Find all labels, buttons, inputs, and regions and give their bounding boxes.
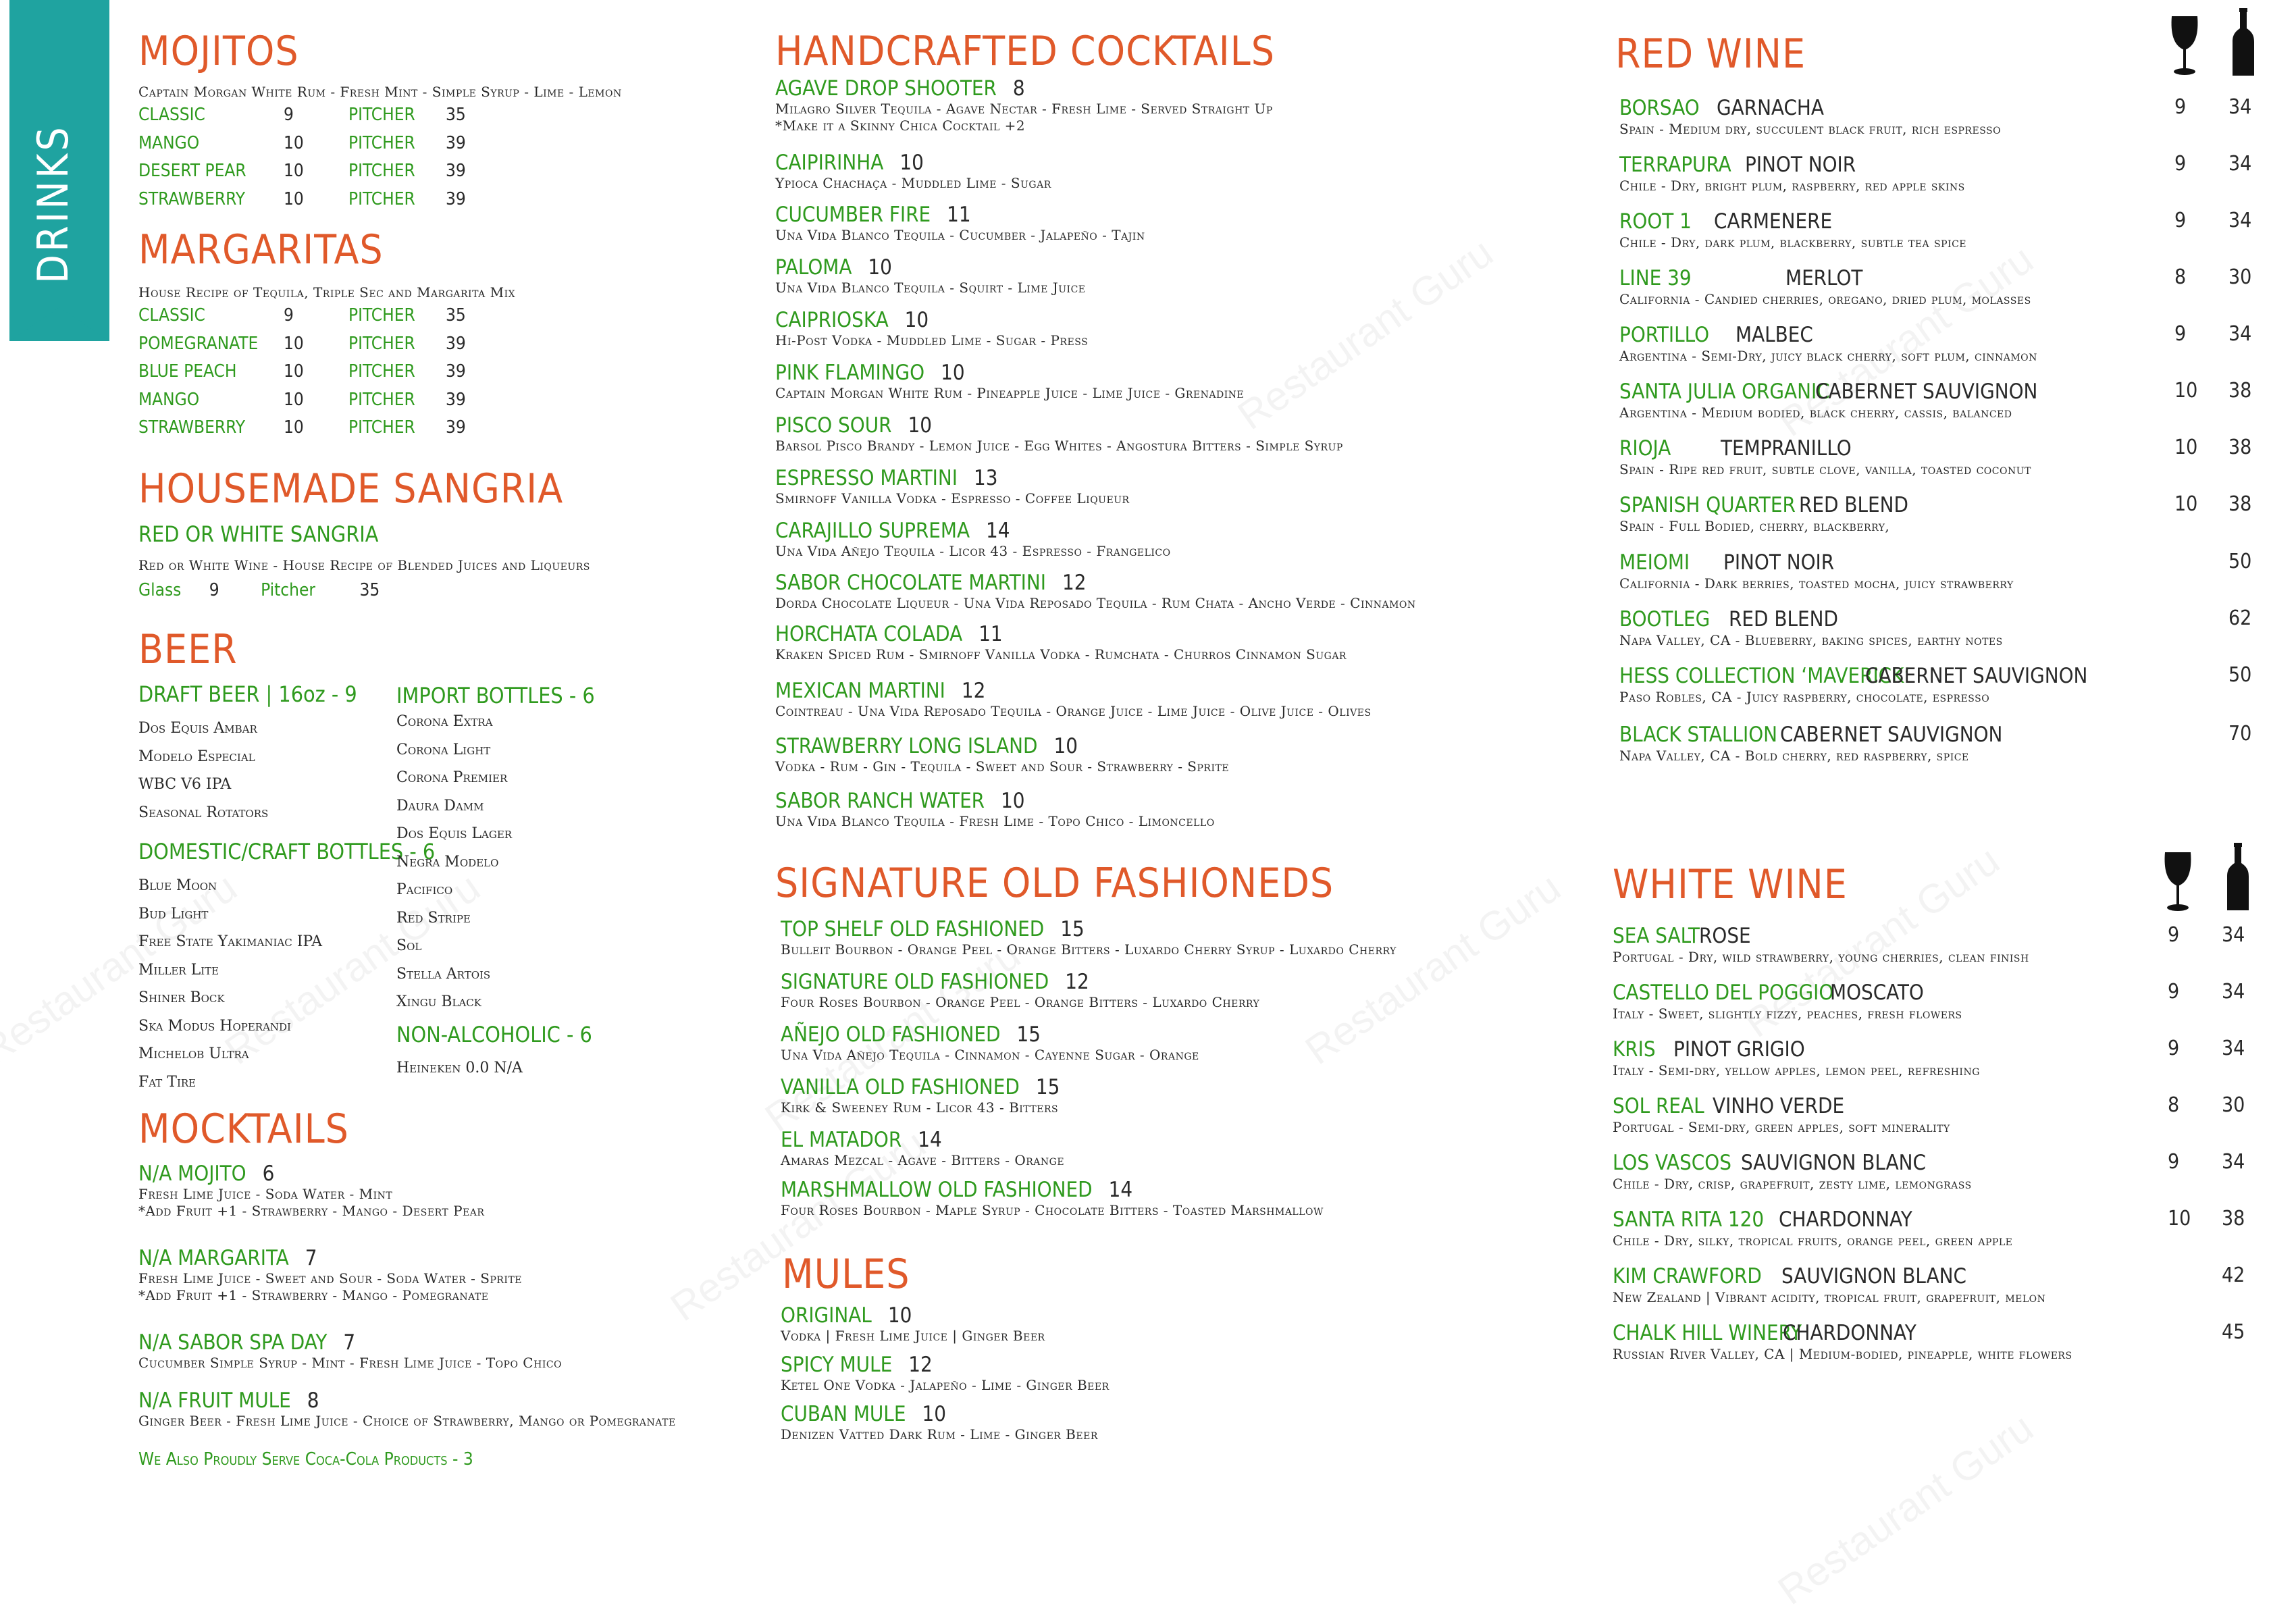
list-item: Xingu Black	[396, 993, 481, 1010]
wine-description: Spain - Medium dry, succulent black fruit, rich espresso	[1619, 121, 2002, 137]
menu-item-price: 10	[908, 413, 932, 438]
pitcher-price: 39	[446, 188, 466, 209]
pitcher-label: PITCHER	[348, 417, 415, 438]
menu-item-price: 10	[868, 255, 892, 280]
wine-description: Portugal - Semi-dry, green apples, soft minerality	[1613, 1119, 1950, 1135]
wine-glass-price: 9	[2168, 1037, 2180, 1060]
wine-description: Chile - Dry, dark plum, blackberry, subtle tea spice	[1619, 234, 1966, 251]
wine-grape: RED BLEND	[1799, 493, 1908, 517]
menu-item-name: SPICY MULE	[781, 1353, 893, 1377]
wine-grape: SAUVIGNON BLANC	[1781, 1264, 1966, 1288]
wine-bottle-price: 45	[2222, 1320, 2245, 1344]
wine-description: Russian River Valley, CA | Medium-bodied, pineapple, white flowers	[1613, 1346, 2072, 1362]
menu-item-description: Dorda Chocolate Liqueur - Una Vida Reposado Tequila - Rum Chata - Ancho Verde - Cinnamon	[775, 595, 1416, 611]
pitcher-price: 39	[446, 389, 466, 410]
list-item: Dos Equis Lager	[396, 825, 513, 842]
wine-grape: MALBEC	[1736, 323, 1813, 347]
import-bottles-list	[396, 708, 512, 1016]
menu-item-description: Barsol Pisco Brandy - Lemon Juice - Egg Whites - Angostura Bitters - Simple Syrup	[775, 438, 1343, 454]
sangria-pitcher-price: 35	[359, 580, 380, 600]
menu-item-description: *Make it a Skinny Chica Cocktail +2	[775, 118, 1026, 134]
drink-price: 10	[284, 417, 304, 438]
menu-item-name: VANILLA OLD FASHIONED	[781, 1075, 1020, 1099]
wine-glass-price: 9	[2168, 923, 2180, 947]
pitcher-label: PITCHER	[348, 361, 415, 382]
menu-item-name: SABOR CHOCOLATE MARTINI	[775, 571, 1046, 595]
list-item: Pacifico	[396, 881, 453, 898]
menu-item-name: SABOR RANCH WATER	[775, 789, 985, 813]
pitcher-label: PITCHER	[348, 333, 415, 354]
wine-grape: CABERNET SAUVIGNON	[1815, 380, 2038, 404]
menu-item-price: 11	[979, 622, 1003, 646]
wine-grape: CHARDONNAY	[1783, 1321, 1916, 1345]
red-wine-heading: RED WINE	[1615, 30, 1806, 78]
wine-glass-price: 8	[2174, 265, 2187, 289]
wine-grape: PINOT NOIR	[1723, 550, 1835, 575]
menu-item-name: ESPRESSO MARTINI	[775, 466, 958, 490]
menu-item-price: 12	[1065, 970, 1089, 994]
wine-name: MEIOMI	[1619, 550, 1690, 575]
drink-name: STRAWBERRY	[138, 188, 245, 209]
drink-name: POMEGRANATE	[138, 333, 259, 354]
wine-bottle-price: 38	[2222, 1207, 2245, 1230]
menu-item-name: N/A MOJITO	[138, 1162, 246, 1186]
wine-name: BLACK STALLION	[1619, 723, 1778, 747]
menu-item-description: Cointreau - Una Vida Reposado Tequila - Orange Juice - Lime Juice - Olive Juice - Olives	[775, 703, 1372, 719]
wine-bottle-price: 34	[2222, 1150, 2245, 1174]
wine-bottle-price: 34	[2228, 152, 2252, 176]
menu-item-price: 14	[986, 519, 1010, 543]
pitcher-price: 39	[446, 417, 466, 438]
wine-glass-icon	[2168, 14, 2201, 78]
wine-glass-price: 9	[2174, 209, 2187, 232]
wine-description: Spain - Ripe red fruit, subtle clove, vanilla, toasted coconut	[1619, 461, 2031, 477]
wine-name: BORSAO	[1619, 96, 1700, 120]
menu-item-description: Una Vida Blanco Tequila - Squirt - Lime Juice	[775, 280, 1086, 296]
menu-item-name: STRAWBERRY LONG ISLAND	[775, 734, 1038, 758]
drink-name: CLASSIC	[138, 105, 205, 125]
wine-bottle-price: 70	[2228, 722, 2252, 746]
wine-bottle-price: 50	[2228, 550, 2252, 573]
menu-item-price: 6	[262, 1162, 275, 1186]
drink-name: STRAWBERRY	[138, 417, 245, 438]
sangria-glass-price: 9	[209, 580, 219, 600]
wine-description: Argentina - Medium bodied, black cherry, cassis, balanced	[1619, 405, 2012, 421]
wine-grape: CABERNET SAUVIGNON	[1780, 723, 2003, 747]
coca-cola-note: We Also Proudly Serve Coca-Cola Products - 3	[138, 1449, 473, 1469]
pitcher-price: 39	[446, 333, 466, 354]
menu-item-price: 12	[908, 1353, 933, 1377]
list-item: Free State Yakimaniac IPA	[138, 933, 323, 950]
draft-beer-heading: DRAFT BEER | 16oz - 9	[138, 681, 357, 707]
menu-item-name: AÑEJO OLD FASHIONED	[781, 1022, 1001, 1047]
list-item: Blue Moon	[138, 877, 217, 894]
pitcher-label: PITCHER	[348, 161, 415, 181]
wine-description: Chile - Dry, silky, tropical fruits, orange peel, green apple	[1613, 1232, 2013, 1249]
pitcher-price: 39	[446, 161, 466, 181]
domestic-bottles-heading: DOMESTIC/CRAFT BOTTLES - 6	[138, 839, 436, 864]
menu-item-description: Fresh Lime Juice - Soda Water - Mint	[138, 1186, 393, 1202]
drink-price: 10	[284, 389, 304, 410]
wine-grape: VINHO VERDE	[1713, 1094, 1845, 1118]
wine-glass-price: 10	[2174, 436, 2198, 459]
wine-grape: TEMPRANILLO	[1721, 436, 1852, 461]
wine-bottle-price: 38	[2228, 379, 2252, 402]
wine-name: CASTELLO DEL POGGIO	[1613, 981, 1834, 1005]
sangria-subtitle: RED OR WHITE SANGRIA	[138, 521, 379, 547]
wine-name: KIM CRAWFORD	[1613, 1264, 1762, 1288]
menu-item-name: ORIGINAL	[781, 1303, 872, 1328]
wine-description: California - Candied cherries, oregano, dried plum, molasses	[1619, 291, 2031, 307]
menu-item-description: *Add Fruit +1 - Strawberry - Mango - Pomegranate	[138, 1287, 489, 1303]
sangria-heading: HOUSEMADE SANGRIA	[138, 465, 564, 513]
menu-item-description: Four Roses Bourbon - Orange Peel - Orange Bitters - Luxardo Cherry	[781, 994, 1260, 1010]
sangria-prices	[138, 580, 380, 600]
wine-bottle-price: 50	[2228, 663, 2252, 687]
wine-description: Paso Robles, CA - Juicy raspberry, chocolate, espresso	[1619, 689, 1990, 705]
menu-item-price: 14	[918, 1128, 942, 1152]
menu-item-name: PALOMA	[775, 255, 852, 280]
drink-price: 10	[284, 161, 304, 181]
wine-name: SANTA JULIA ORGANIC	[1619, 380, 1830, 404]
mocktails-heading: MOCKTAILS	[138, 1105, 349, 1153]
drink-name: CLASSIC	[138, 305, 205, 326]
wine-description: Napa Valley, CA - Bold cherry, red raspberry, spice	[1619, 748, 1969, 764]
menu-item-description: Una Vida Blanco Tequila - Cucumber - Jalapeño - Tajin	[775, 227, 1145, 243]
menu-item-price: 15	[1035, 1075, 1060, 1099]
menu-item-description: Vodka - Rum - Gin - Tequila - Sweet and Sour - Strawberry - Sprite	[775, 758, 1230, 775]
menu-item-description: Cucumber Simple Syrup - Mint - Fresh Lime Juice - Topo Chico	[138, 1355, 563, 1371]
pitcher-label: PITCHER	[348, 188, 415, 209]
menu-item-description: Smirnoff Vanilla Vodka - Espresso - Coffee Liqueur	[775, 490, 1130, 506]
list-item: Stella Artois	[396, 965, 491, 983]
wine-description: Spain - Full Bodied, cherry, blackberry,	[1619, 518, 1890, 534]
sangria-glass-label: Glass	[138, 580, 182, 600]
menu-item-price: 12	[961, 679, 986, 703]
menu-item-price: 10	[1001, 789, 1025, 813]
list-item: Ska Modus Hoperandi	[138, 1017, 291, 1035]
non-alcoholic-heading: NON-ALCOHOLIC - 6	[396, 1022, 592, 1047]
wine-bottle-price: 34	[2228, 322, 2252, 346]
menu-item-price: 8	[1012, 76, 1025, 101]
mojitos-description: Captain Morgan White Rum - Fresh Mint - Simple Syrup - Lime - Lemon	[138, 84, 622, 100]
list-item: Miller Lite	[138, 961, 219, 979]
beer-heading: BEER	[138, 626, 238, 673]
list-item: Corona Extra	[396, 713, 493, 730]
list-item: Fat Tire	[138, 1073, 197, 1091]
list-item: Modelo Especial	[138, 748, 255, 765]
wine-name: SOL REAL	[1613, 1094, 1704, 1118]
list-item: Daura Damm	[396, 797, 484, 814]
list-item: Michelob Ultra	[138, 1045, 249, 1062]
menu-item-description: Ketel One Vodka - Jalapeño - Lime - Ginger Beer	[781, 1377, 1110, 1393]
wine-grape: CHARDONNAY	[1779, 1207, 1912, 1232]
menu-item-name: SIGNATURE OLD FASHIONED	[781, 970, 1049, 994]
list-item: WBC V6 IPA	[138, 776, 232, 793]
domestic-bottles-list	[138, 872, 322, 1096]
menu-item-name: MARSHMALLOW OLD FASHIONED	[781, 1178, 1093, 1202]
pitcher-price: 35	[446, 105, 466, 125]
menu-item-price: 15	[1016, 1022, 1041, 1047]
wine-glass-price: 9	[2174, 152, 2187, 176]
watermark-text	[1297, 864, 1569, 1074]
wine-name: SANTA RITA 120	[1613, 1207, 1765, 1232]
list-item: Seasonal Rotators	[138, 804, 269, 821]
menu-item-price: 10	[904, 308, 929, 332]
wine-name: CHALK HILL WINERY	[1613, 1321, 1802, 1345]
drink-price: 9	[284, 305, 294, 326]
menu-item-description: Una Vida Añejo Tequila - Licor 43 - Espresso - Frangelico	[775, 543, 1171, 559]
wine-name: LOS VASCOS	[1613, 1151, 1731, 1175]
pitcher-price: 39	[446, 361, 466, 382]
wine-bottle-price: 42	[2222, 1264, 2245, 1287]
list-item: Shiner Bock	[138, 989, 225, 1006]
wine-grape: MOSCATO	[1830, 981, 1924, 1005]
drink-name: BLUE PEACH	[138, 361, 237, 382]
menu-item-description: Kirk & Sweeney Rum - Licor 43 - Bitters	[781, 1099, 1059, 1116]
margaritas-heading: MARGARITAS	[138, 226, 384, 274]
wine-bottle-price: 34	[2222, 923, 2245, 947]
pitcher-price: 39	[446, 132, 466, 153]
wine-bottle-price: 38	[2228, 436, 2252, 459]
menu-item-description: Una Vida Añejo Tequila - Cinnamon - Cayenne Sugar - Orange	[781, 1047, 1199, 1063]
list-item: Sol	[396, 937, 422, 954]
drinks-side-tab	[9, 0, 109, 341]
wine-description: New Zealand | Vibrant acidity, tropical fruit, grapefruit, melon	[1613, 1289, 2046, 1305]
wine-bottle-price: 34	[2228, 95, 2252, 119]
drink-price: 10	[284, 333, 304, 354]
wine-description: Portugal - Dry, wild strawberry, young cherries, clean finish	[1613, 949, 2029, 965]
wine-grape: CABERNET SAUVIGNON	[1865, 664, 2088, 688]
wine-name: PORTILLO	[1619, 323, 1710, 347]
pitcher-label: PITCHER	[348, 305, 415, 326]
wine-description: Argentina - Semi-Dry, juicy black cherry, soft plum, cinnamon	[1619, 348, 2037, 364]
pitcher-label: PITCHER	[348, 132, 415, 153]
menu-item-price: 14	[1108, 1178, 1133, 1202]
menu-item-price: 12	[1062, 571, 1087, 595]
menu-item-description: Ypioca Chachaça - Muddled Lime - Sugar	[775, 175, 1051, 191]
wine-grape: MERLOT	[1785, 266, 1863, 290]
wine-description: Chile - Dry, bright plum, raspberry, red apple skins	[1619, 178, 1965, 194]
draft-beer-list	[138, 714, 268, 827]
wine-description: Italy - Sweet, slightly fizzy, peaches, fresh flowers	[1613, 1006, 1962, 1022]
wine-glass-price: 9	[2168, 980, 2180, 1004]
menu-item-price: 7	[305, 1246, 317, 1270]
menu-item-name: CUCUMBER FIRE	[775, 203, 931, 227]
menu-item-price: 10	[941, 361, 965, 385]
menu-item-price: 10	[1053, 734, 1078, 758]
menu-item-price: 10	[887, 1303, 912, 1328]
wine-bottle-icon	[2231, 7, 2255, 77]
menu-item-price: 13	[973, 466, 998, 490]
wine-grape: ROSE	[1699, 924, 1751, 948]
cocktails-heading: HANDCRAFTED COCKTAILS	[775, 28, 1276, 75]
wine-glass-price: 8	[2168, 1093, 2180, 1117]
menu-item-name: N/A FRUIT MULE	[138, 1388, 291, 1413]
drink-name: DESERT PEAR	[138, 161, 246, 181]
menu-item-description: Bulleit Bourbon - Orange Peel - Orange Bitters - Luxardo Cherry Syrup - Luxardo Cherry	[781, 941, 1397, 958]
menu-item-price: 10	[922, 1402, 946, 1426]
wine-name: HESS COLLECTION ‘MAVERICK’	[1619, 664, 1910, 688]
menu-item-name: N/A MARGARITA	[138, 1246, 289, 1270]
drink-name: MANGO	[138, 132, 200, 153]
menu-item-name: PINK FLAMINGO	[775, 361, 925, 385]
drink-price: 10	[284, 132, 304, 153]
menu-item-name: N/A SABOR SPA DAY	[138, 1330, 328, 1355]
menu-item-name: EL MATADOR	[781, 1128, 902, 1152]
wine-grape: PINOT GRIGIO	[1673, 1037, 1805, 1062]
list-item: Dos Equis Ambar	[138, 720, 257, 737]
sangria-pitcher-label: Pitcher	[261, 580, 316, 600]
menu-item-description: *Add Fruit +1 - Strawberry - Mango - Desert Pear	[138, 1203, 485, 1219]
old-fashioneds-heading: SIGNATURE OLD FASHIONEDS	[775, 860, 1334, 907]
list-item: Red Stripe	[396, 909, 471, 927]
menu-item-description: Ginger Beer - Fresh Lime Juice - Choice of Strawberry, Mango or Pomegranate	[138, 1413, 676, 1429]
menu-item-price: 15	[1060, 917, 1085, 941]
wine-bottle-price: 62	[2228, 606, 2252, 630]
wine-description: Chile - Dry, crisp, grapefruit, zesty lime, lemongrass	[1613, 1176, 1972, 1192]
menu-item-description: Denizen Vatted Dark Rum - Lime - Ginger Beer	[781, 1426, 1098, 1442]
wine-grape: GARNACHA	[1717, 96, 1824, 120]
sangria-description: Red or White Wine - House Recipe of Blended Juices and Liqueurs	[138, 557, 590, 573]
wine-glass-price: 9	[2168, 1150, 2180, 1174]
wine-grape: SAUVIGNON BLANC	[1741, 1151, 1926, 1175]
menu-item-description: Milagro Silver Tequila - Agave Nectar - Fresh Lime - Served Straight Up	[775, 101, 1273, 117]
menu-item-name: CUBAN MULE	[781, 1402, 906, 1426]
list-item: Corona Premier	[396, 769, 508, 786]
wine-grape: PINOT NOIR	[1745, 153, 1856, 177]
drink-price: 10	[284, 361, 304, 382]
menu-item-name: TOP SHELF OLD FASHIONED	[781, 917, 1045, 941]
wine-bottle-price: 34	[2222, 980, 2245, 1004]
wine-grape: RED BLEND	[1729, 607, 1838, 631]
wine-glass-price: 10	[2174, 379, 2198, 402]
mules-heading: MULES	[782, 1251, 910, 1298]
menu-item-price: 11	[947, 203, 971, 227]
wine-name: SPANISH QUARTER	[1619, 493, 1796, 517]
wine-name: TERRAPURA	[1619, 153, 1731, 177]
drinks-tab-label: DRINKS	[28, 124, 78, 284]
list-item: Corona Light	[396, 741, 491, 758]
menu-item-description: Vodka | Fresh Lime Juice | Ginger Beer	[781, 1328, 1045, 1344]
wine-description: California - Dark berries, toasted mocha, juicy strawberry	[1619, 575, 2014, 592]
wine-description: Napa Valley, CA - Blueberry, baking spices, earthy notes	[1619, 632, 2003, 648]
wine-name: ROOT 1	[1619, 209, 1692, 234]
pitcher-label: PITCHER	[348, 105, 415, 125]
wine-glass-price: 10	[2168, 1207, 2191, 1230]
non-alcoholic-list	[396, 1054, 523, 1083]
wine-name: RIOJA	[1619, 436, 1671, 461]
wine-glass-price: 9	[2174, 322, 2187, 346]
wine-grape: CARMENERE	[1714, 209, 1833, 234]
watermark-text	[1769, 1404, 2041, 1614]
wine-bottle-icon	[2226, 841, 2250, 912]
menu-item-price: 8	[307, 1388, 319, 1413]
wine-glass-price: 9	[2174, 95, 2187, 119]
menu-item-description: Fresh Lime Juice - Sweet and Sour - Soda Water - Sprite	[138, 1270, 523, 1286]
wine-description: Italy - Semi-dry, yellow apples, lemon peel, refreshing	[1613, 1062, 1980, 1078]
wine-glass-price: 10	[2174, 492, 2198, 516]
pitcher-label: PITCHER	[348, 389, 415, 410]
list-item: Negra Modelo	[396, 853, 499, 870]
menu-item-description: Captain Morgan White Rum - Pineapple Juice - Lime Juice - Grenadine	[775, 385, 1245, 401]
watermark-text	[1229, 229, 1501, 439]
drink-price: 9	[284, 105, 294, 125]
wine-name: LINE 39	[1619, 266, 1692, 290]
menu-item-description: Kraken Spiced Rum - Smirnoff Vanilla Vodka - Rumchata - Churros Cinnamon Sugar	[775, 646, 1347, 662]
wine-name: BOOTLEG	[1619, 607, 1711, 631]
menu-item-name: HORCHATA COLADA	[775, 622, 963, 646]
menu-item-name: CARAJILLO SUPREMA	[775, 519, 970, 543]
menu-item-name: CAIPIRINHA	[775, 151, 884, 175]
import-bottles-heading: IMPORT BOTTLES - 6	[396, 683, 595, 708]
list-item: Bud Light	[138, 905, 209, 922]
wine-bottle-price: 34	[2228, 209, 2252, 232]
menu-item-description: Amaras Mezcal - Agave - Bitters - Orange	[781, 1152, 1065, 1168]
drink-name: MANGO	[138, 389, 200, 410]
margaritas-description: House Recipe of Tequila, Triple Sec and Margarita Mix	[138, 284, 516, 301]
wine-glass-icon	[2161, 850, 2195, 914]
wine-bottle-price: 30	[2228, 265, 2252, 289]
wine-name: SEA SALT	[1613, 924, 1700, 948]
menu-item-name: CAIPRIOSKA	[775, 308, 889, 332]
menu-item-price: 7	[343, 1330, 356, 1355]
drink-price: 10	[284, 188, 304, 209]
pitcher-price: 35	[446, 305, 466, 326]
menu-item-description: Una Vida Blanco Tequila - Fresh Lime - Topo Chico - Limoncello	[775, 813, 1215, 829]
list-item: Heineken 0.0 N/A	[396, 1060, 523, 1076]
wine-bottle-price: 38	[2228, 492, 2252, 516]
menu-item-name: AGAVE DROP SHOOTER	[775, 76, 997, 101]
menu-item-description: Four Roses Bourbon - Maple Syrup - Chocolate Bitters - Toasted Marshmallow	[781, 1202, 1324, 1218]
wine-bottle-price: 34	[2222, 1037, 2245, 1060]
menu-item-price: 10	[899, 151, 924, 175]
menu-item-name: PISCO SOUR	[775, 413, 892, 438]
menu-item-name: MEXICAN MARTINI	[775, 679, 945, 703]
menu-item-description: Hi-Post Vodka - Muddled Lime - Sugar - Press	[775, 332, 1089, 348]
wine-bottle-price: 30	[2222, 1093, 2245, 1117]
mojitos-heading: MOJITOS	[138, 28, 299, 75]
white-wine-heading: WHITE WINE	[1613, 861, 1848, 908]
wine-name: KRIS	[1613, 1037, 1656, 1062]
